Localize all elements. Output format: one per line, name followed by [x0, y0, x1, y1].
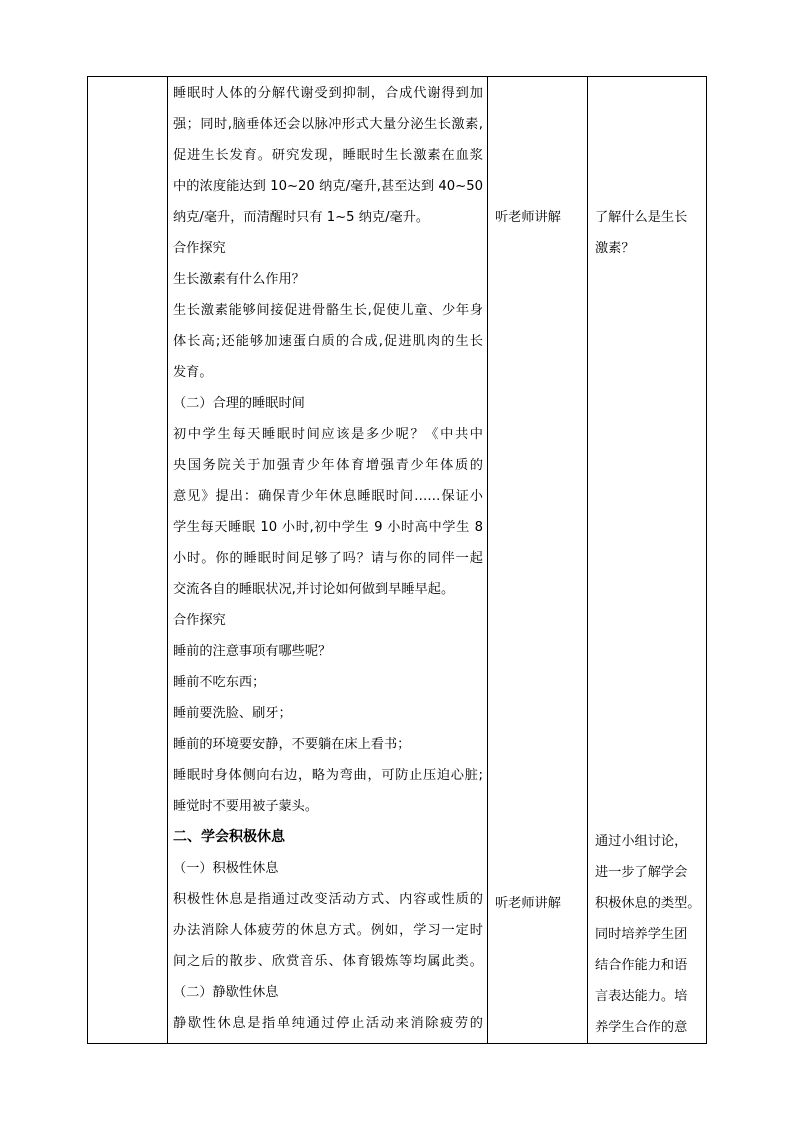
content-line: 睡前不吃东西；	[173, 675, 266, 690]
design-intent-1	[595, 202, 703, 264]
student-activity-2: 听老师讲解	[495, 896, 561, 911]
content-line: 睡前要洗脸、刷牙；	[173, 706, 292, 721]
intent-line: 同时培养学生团	[595, 927, 688, 942]
table-divider-1	[167, 76, 168, 1044]
content-line: 初中学生每天睡眠时间应该是多少呢？《中共中	[173, 427, 483, 442]
section-title: 二、学会积极休息	[173, 829, 285, 845]
table-border-right	[706, 76, 707, 1044]
content-question: 生长激素有什么作用？	[173, 272, 305, 287]
intent-line: 养学生合作的意	[595, 1020, 688, 1035]
intent-line: 进一步了解学会	[595, 865, 688, 880]
student-activity-1: 听老师讲解	[495, 210, 561, 225]
table-divider-2	[487, 76, 488, 1044]
content-line: 意见》提出：确保青少年休息睡眠时间……保证小	[173, 489, 483, 504]
content-line: 促进生长发育。研究发现，睡眠时生长激素在血浆	[173, 148, 483, 163]
content-subheading: （二）静歇性休息	[173, 985, 279, 1000]
content-line: 发育。	[173, 365, 213, 380]
intent-line: 激素？	[595, 241, 635, 256]
content-line: 交流各自的睡眠状况,并讨论如何做到早睡早起。	[173, 582, 455, 597]
content-question: 睡前的注意事项有哪些呢？	[173, 644, 332, 659]
content-heading: 合作探究	[173, 613, 226, 628]
intent-line: 言表达能力。培	[595, 989, 688, 1004]
content-heading: 合作探究	[173, 241, 226, 256]
content-line: 睡眠时人体的分解代谢受到抑制，合成代谢得到加	[173, 86, 483, 101]
content-line: 办法消除人体疲劳的休息方式。例如，学习一定时	[173, 923, 483, 938]
content-line: 学生每天睡眠 10 小时,初中学生 9 小时高中学生 8	[173, 520, 483, 535]
intent-line: 积极休息的类型。	[595, 896, 701, 911]
table-border-left	[87, 76, 88, 1044]
content-line: 积极性休息是指通过改变活动方式、内容或性质的	[173, 892, 483, 907]
intent-line: 了解什么是生长	[595, 210, 688, 225]
content-subheading: （一）积极性休息	[173, 861, 279, 876]
intent-line: 通过小组讨论，	[595, 834, 688, 849]
content-line: 纳克/毫升，而清醒时只有 1~5 纳克/毫升。	[173, 210, 430, 225]
content-line: 睡前的环境要安静，不要躺在床上看书；	[173, 737, 411, 752]
content-subheading: （二）合理的睡眠时间	[173, 396, 305, 411]
content-line: 中的浓度能达到 10~20 纳克/毫升,甚至达到 40~50	[173, 179, 483, 194]
content-line: 静歇性休息是指单纯通过停止活动来消除疲劳的	[173, 1016, 483, 1031]
intent-line: 结合作能力和语	[595, 958, 688, 973]
content-line: 生长激素能够间接促进骨骼生长,促使儿童、少年身	[173, 303, 483, 318]
content-line: 间之后的散步、欣赏音乐、体育锻炼等均属此类。	[173, 954, 483, 969]
content-line: 强；同时,脑垂体还会以脉冲形式大量分泌生长激素,	[173, 117, 483, 132]
content-line: 睡眠时身体侧向右边，略为弯曲，可防止压迫心脏;	[173, 768, 483, 783]
content-line: 小时。你的睡眠时间足够了吗？请与你的同伴一起	[173, 551, 483, 566]
table-divider-3	[587, 76, 588, 1044]
content-line: 睡觉时不要用被子蒙头。	[173, 799, 319, 814]
content-line: 央国务院关于加强青少年体育增强青少年体质的	[173, 458, 483, 473]
content-line: 体长高;还能够加速蛋白质的合成,促进肌肉的生长	[173, 334, 483, 349]
design-intent-2	[595, 826, 703, 1043]
teaching-content-column	[173, 78, 483, 1039]
